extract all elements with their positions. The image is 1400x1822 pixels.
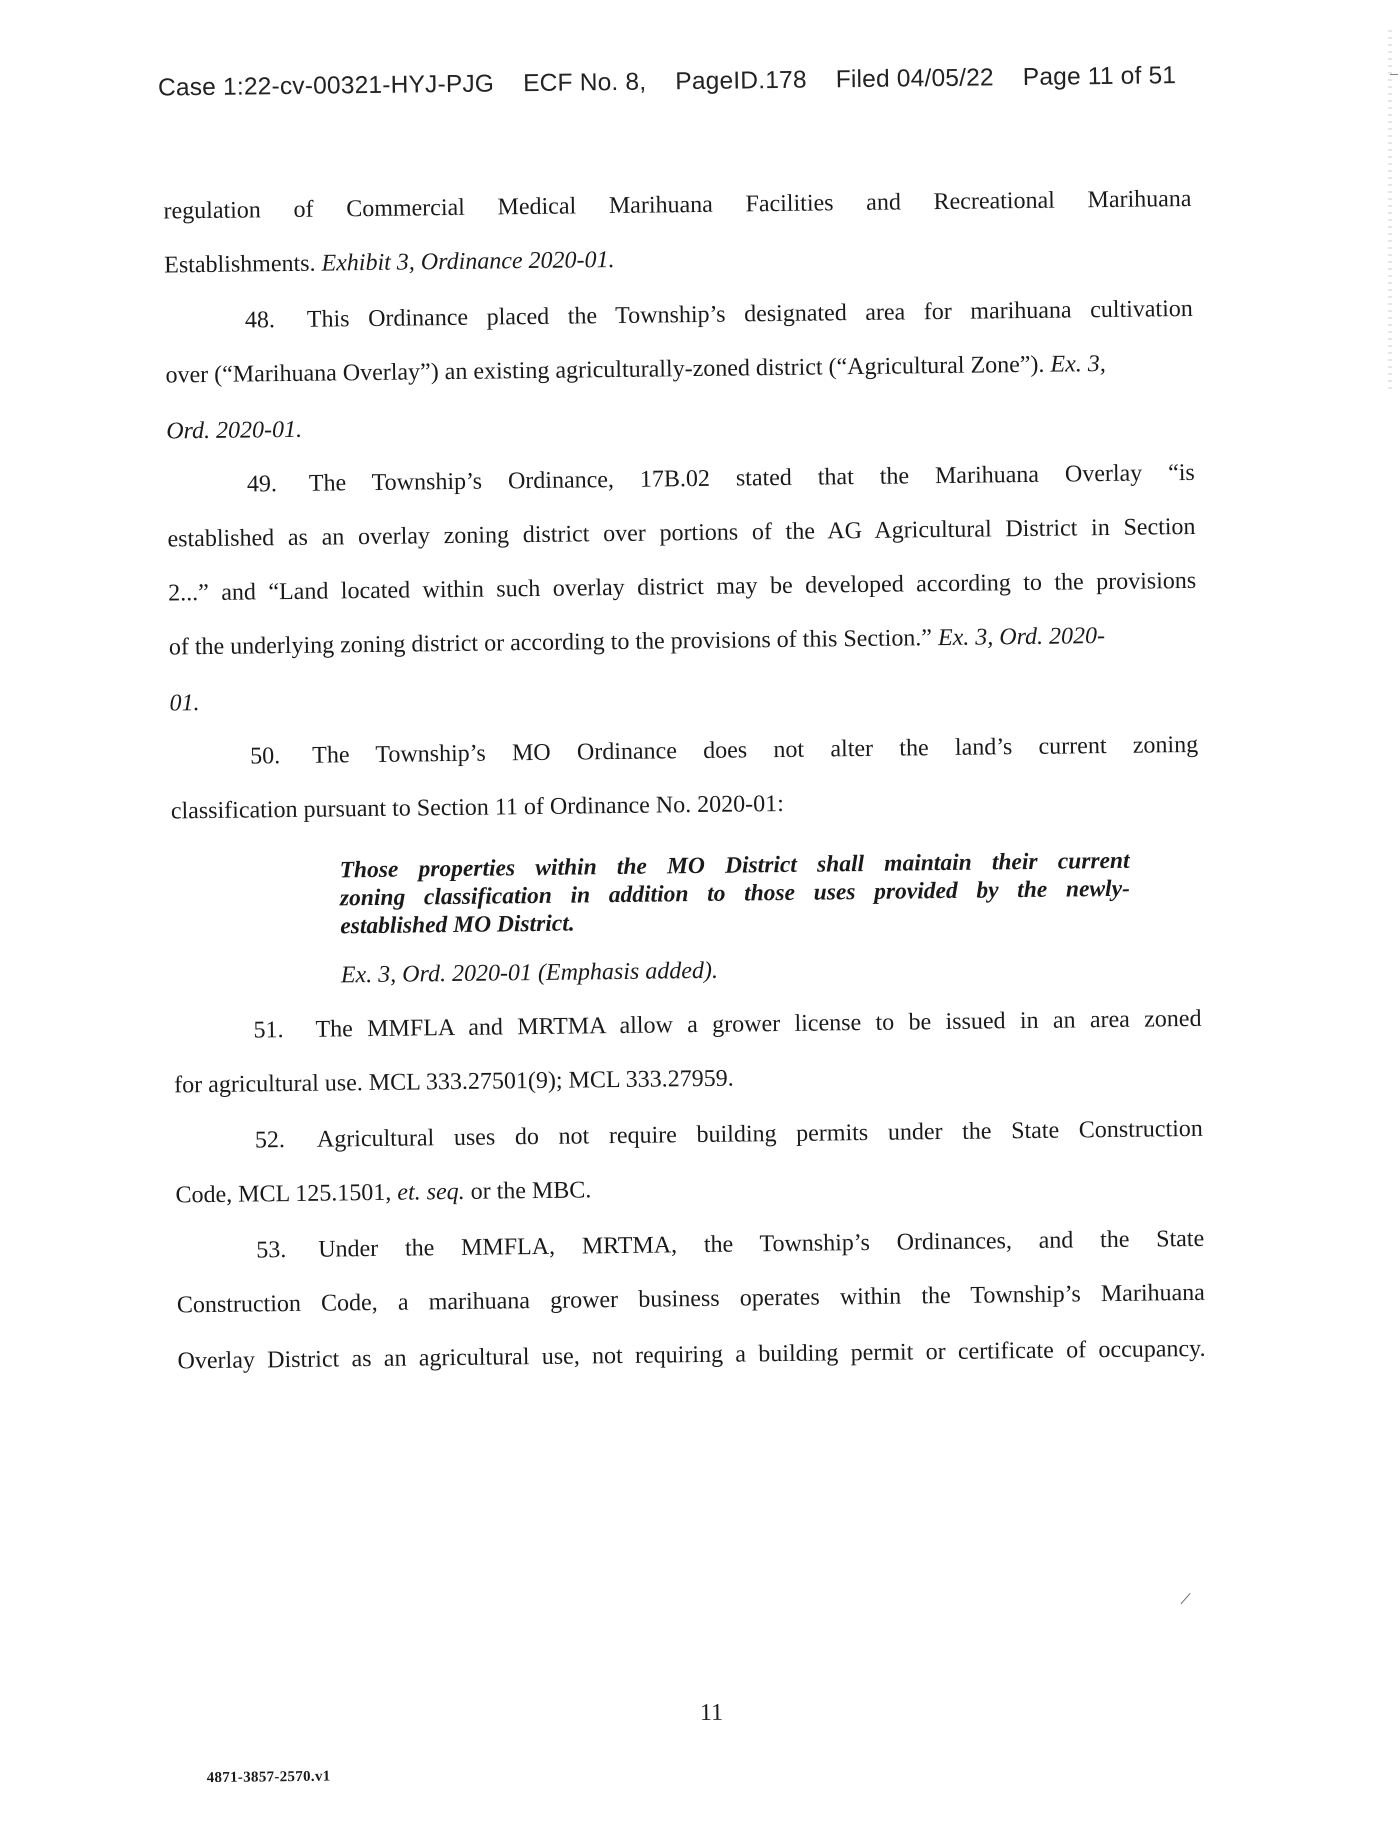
page-id: PageID.178 [675,66,807,96]
text-line: Establishments. Exhibit 3, Ordinance 2020-01. [164,246,615,279]
text-line: regulation of Commercial Medical Marihuana Facilities and Recreational Marihuana [163,185,1192,225]
paragraph-number: 50. [250,743,281,770]
case-header [158,62,1198,103]
block-quote: Those properties within the MO District shall maintain their current zoning classification in addition to those uses provided by the newly- established MO District. [339,847,1131,940]
text-line [166,406,1194,446]
citation: Ex. 3, Ord. 2020- [937,623,1106,652]
text-line: Code, MCL 125.1501, et. seq. or the MBC. [175,1177,592,1209]
quote-citation: Ex. 3, Ord. 2020-01 (Emphasis added). [340,957,719,989]
citation: Exhibit 3, Ordinance 2020-01. [321,246,615,277]
scan-mark [1181,1593,1191,1604]
scan-tick-mark [1390,74,1398,75]
paragraph-49: 49. The Township’s Ordinance, 17B.02 stated that the Marihuana Overlay “is [246,459,1195,498]
filed-date: Filed 04/05/22 [835,64,994,94]
paragraph-53: 53. Under the MMFLA, MRTMA, the Township’s Ordinances, and the State [256,1225,1205,1264]
text-line: over (“Marihuana Overlay”) an existing agriculturally-zoned district (“Agricultural Zone”). Ex. 3, [165,351,1106,389]
page-of: Page 11 of 51 [1022,62,1177,91]
citation: Ex. 3, [1050,351,1106,378]
paragraph-number: 51. [253,1017,284,1044]
case-number: Case 1:22-cv-00321-HYJ-PJG [157,70,495,102]
paragraph-number: 52. [254,1127,286,1154]
text-line [169,678,1197,718]
citation: et. seq. [397,1178,465,1206]
paragraph-number: 53. [256,1237,287,1264]
text-line: of the underlying zoning district or according to the provisions of this Section.” Ex. 3, Ord. 2020- [168,623,1106,661]
paragraph-number: 49. [246,471,278,498]
paragraph-52: 52. Agricultural uses do not require building permits under the State Construction [254,1115,1203,1154]
scan-edge-artifact [1388,30,1392,390]
text-line: for agricultural use. MCL 333.27501(9); MCL 333.27959. [174,1065,734,1099]
page-number: 11 [699,1699,724,1727]
text-line: established as an overlay zoning district over portions of the AG Agricultural District in Section [167,513,1196,553]
paragraph-50: 50. The Township’s MO Ordinance does not alter the land’s current zoning [250,731,1199,770]
citation: Ord. 2020-01. [166,416,303,445]
paragraph-number: 48. [244,307,276,334]
document-id: 4871-3857-2570.v1 [206,1768,331,1787]
text-line: Construction Code, a marihuana grower business operates within the Township’s Marihuana [176,1279,1205,1319]
paragraph-48: 48. This Ordinance placed the Township’s designated area for marihuana cultivation [244,295,1193,334]
citation: 01. [169,690,200,717]
text-line: classification pursuant to Section 11 of Ordinance No. 2020-01: [170,790,784,825]
ecf-number: ECF No. 8, [522,68,647,98]
text-line: Overlay District as an agricultural use, not requiring a building permit or certificate of occupancy. [177,1335,1206,1375]
paragraph-51: 51. The MMFLA and MRTMA allow a grower license to be issued in an area zoned [253,1005,1202,1044]
text-line: 2...” and “Land located within such overlay district may be developed according to the provisions [168,567,1197,607]
